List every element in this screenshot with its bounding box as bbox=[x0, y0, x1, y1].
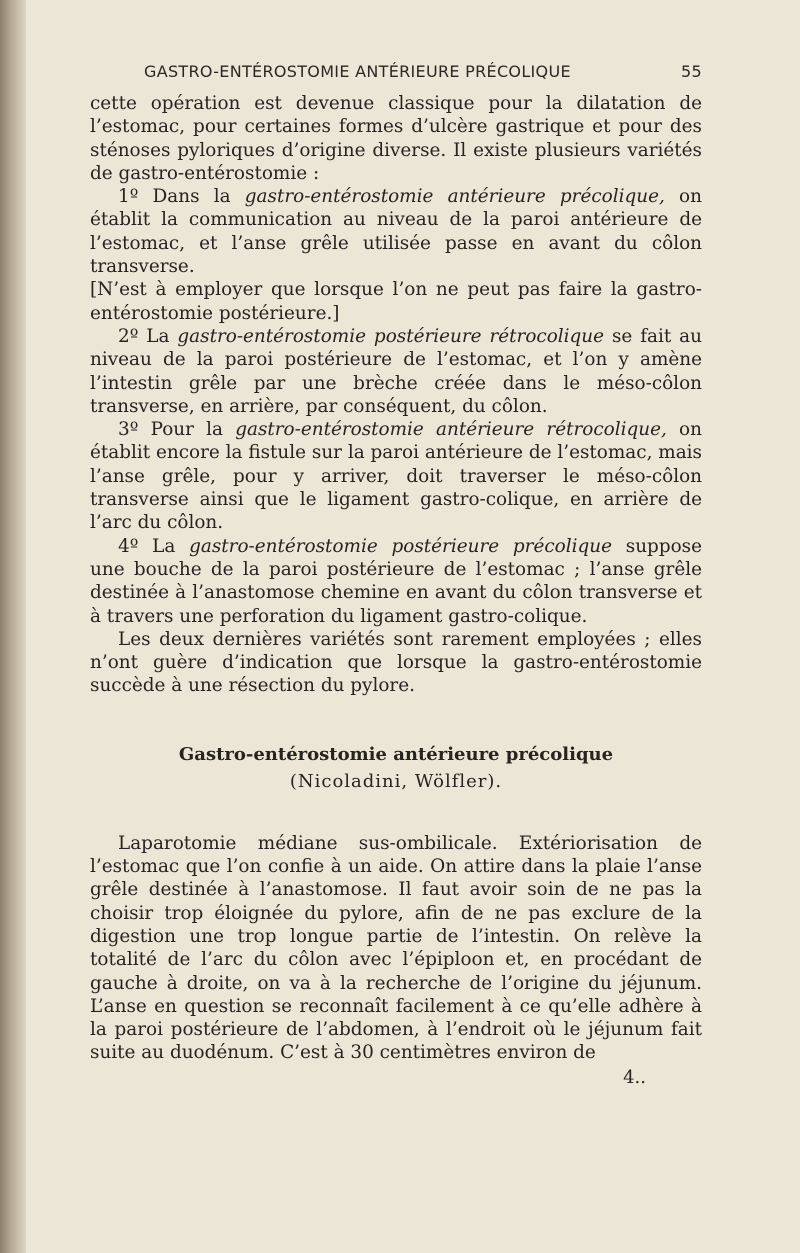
lead-words: Pour la bbox=[150, 419, 223, 441]
section-authors: (Nicoladini, Wölfler). bbox=[289, 770, 503, 792]
variety-term: gastro-entérostomie antérieure rétrocolique, bbox=[235, 419, 667, 441]
paragraph-conclusion: Les deux dernières variétés sont rarement employées ; elles n’ont guère d’indication que lorsque la gastro-entérostomie succède à une résection du pylore. bbox=[90, 628, 702, 697]
lead-words: Dans la bbox=[152, 186, 231, 208]
page-number: 55 bbox=[681, 62, 702, 81]
variety-term: gastro-entérostomie antérieure précolique, bbox=[244, 186, 665, 208]
lead-words: La bbox=[146, 325, 170, 347]
paragraph-variety-3 bbox=[90, 418, 702, 534]
book-binding-shadow bbox=[0, 0, 26, 1253]
paragraph-procedure: Laparotomie médiane sus-ombilicale. Extériorisation de l’estomac que l’on confie à un aide. On attire dans la plaie l’anse grêle destinée à l’anastomose. Il faut avoir soin de ne pas la choisir trop éloignée du pylore, afin de ne pas exclure de la digestion une trop longue partie de l’intestin. On relève la totalité de l’arc du côlon avec l’épiploon et, en procédant de gauche à droite, on va à la recherche de l’origine du jéjunum. L’anse en question se reconnaît facilement à ce qu’elle adhère à la paroi postérieure de l’abdomen, à l’endroit où le jéjunum fait suite au duodénum. C’est à 30 centimètres environ de bbox=[90, 832, 702, 1064]
paragraph-rest: on établit encore la fistule sur la paroi antérieure de l’estomac, mais l’anse grêle, pour y arriver, doit traverser le méso-côlon transverse ainsi que le ligament gastro-colique, en arrière de l’arc du côlon. bbox=[90, 419, 702, 534]
item-number: 4º bbox=[118, 535, 139, 557]
variety-term: gastro-entérostomie postérieure rétrocolique bbox=[177, 325, 605, 347]
running-header bbox=[90, 62, 702, 92]
paragraph-variety-1 bbox=[90, 185, 702, 278]
section-heading: Gastro-entérostomie antérieure précolique bbox=[178, 743, 614, 765]
book-page bbox=[90, 62, 702, 1088]
paragraph-rest: se fait au niveau de la paroi postérieure de l’estomac, et l’on y amène l’intestin grêle par une brèche créée dans le méso-côlon transverse, en arrière, par conséquent, du côlon. bbox=[90, 325, 702, 417]
paragraph-rest: on établit la communication au niveau de la paroi antérieure de l’estomac, et l’anse grêle utilisée passe en avant du côlon transverse. bbox=[90, 186, 702, 278]
paragraph-variety-4 bbox=[90, 535, 702, 628]
item-number: 2º bbox=[118, 325, 139, 347]
running-title: GASTRO-ENTÉROSTOMIE ANTÉRIEURE PRÉCOLIQUE bbox=[144, 62, 571, 81]
item-number: 1º bbox=[118, 186, 139, 208]
item-number: 3º bbox=[118, 419, 139, 441]
paragraph-variety-2 bbox=[90, 325, 702, 418]
signature-mark: 4.. bbox=[623, 1066, 646, 1088]
paragraph-rest: suppose une bouche de la paroi postérieure de l’estomac ; l’anse grêle destinée à l’anastomose chemine en avant du côlon transverse et à travers une perforation du ligament gastro-colique. bbox=[90, 535, 702, 627]
paragraph-note: [N’est à employer que lorsque l’on ne peut pas faire la gastro-entérostomie postérieure.] bbox=[90, 279, 702, 324]
variety-term: gastro-entérostomie postérieure précolique bbox=[189, 535, 612, 557]
paragraph-intro: cette opération est devenue classique pour la dilatation de l’estomac, pour certaines formes d’ulcère gastrique et pour des sténoses pyloriques d’origine diverse. Il existe plusieurs variétés de gastro-entérostomie : bbox=[90, 93, 702, 184]
lead-words: La bbox=[152, 535, 176, 557]
body-text bbox=[90, 92, 702, 698]
